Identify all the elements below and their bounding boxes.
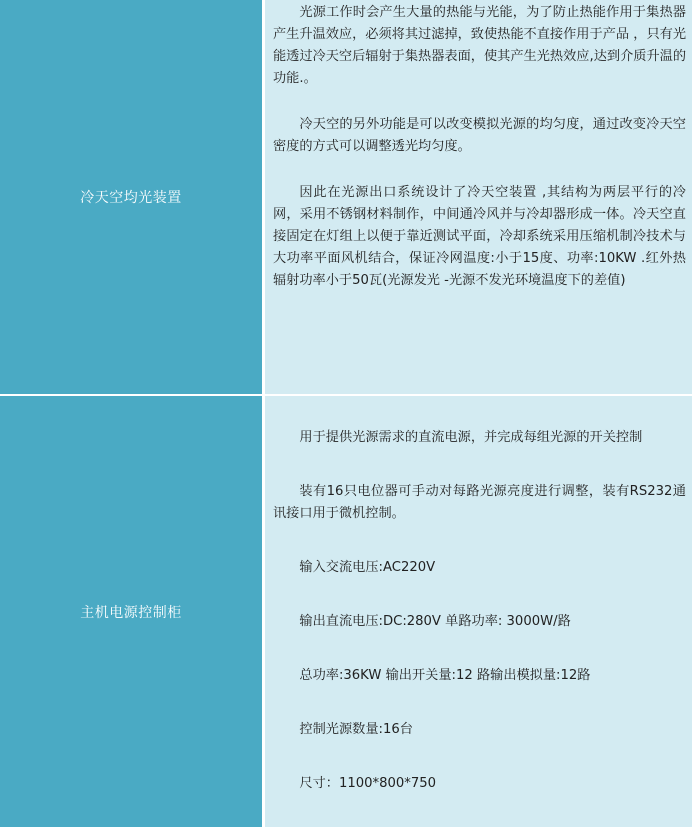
table-row xyxy=(0,396,692,827)
description-paragraph: 装有16只电位器可手动对每路光源亮度进行调整，装有RS232通讯接口用于微机控制。 xyxy=(273,484,686,521)
description-paragraph: 用于提供光源需求的直流电源，并完成每组光源的开关控制 xyxy=(299,430,643,445)
row-label-cell xyxy=(0,0,262,394)
spec-line: 总功率:36KW 输出开关量:12 路输出模拟量:12路 xyxy=(299,668,591,683)
spec-line: 尺寸：1100*800*750 xyxy=(299,776,437,791)
description-paragraph: 光源工作时会产生大量的热能与光能，为了防止热能作用于集热器产生升温效应，必须将其过滤掉，致使热能不直接作用于产品 ，只有光能透过冷天空后辐射于集热器表面，使其产生光热效应,达到介质升温的功能.。 xyxy=(273,5,687,86)
row-label-cell xyxy=(0,396,262,827)
spec-line: 输出直流电压:DC:280V 单路功率: 3000W/路 xyxy=(299,614,571,629)
table-row xyxy=(0,0,692,394)
description-paragraph: 冷天空的另外功能是可以改变模拟光源的均匀度，通过改变冷天空密度的方式可以调整透光均匀度。 xyxy=(273,117,686,154)
description-paragraph: 因此在光源出口系统设计了冷天空装置 ,其结构为两层平行的冷网，采用不锈钢材料制作，中间通冷风并与冷却器形成一体。冷天空直接固定在灯组上以便于靠近测试平面，冷却系统采用压缩机制冷技术与大功率平面风机结合，保证冷网温度:小于15度、功率:10KW .红外热辐射功率小于50瓦(光源发光 -光源不发光环境温度下的差值) xyxy=(273,185,686,288)
row-content-cell xyxy=(265,396,692,827)
row-label: 冷天空均光装置 xyxy=(80,190,182,206)
spec-line: 控制光源数量:16台 xyxy=(299,722,413,737)
row-label: 主机电源控制柜 xyxy=(80,604,182,621)
spec-line: 输入交流电压:AC220V xyxy=(299,560,436,575)
row-content-cell xyxy=(265,0,692,394)
